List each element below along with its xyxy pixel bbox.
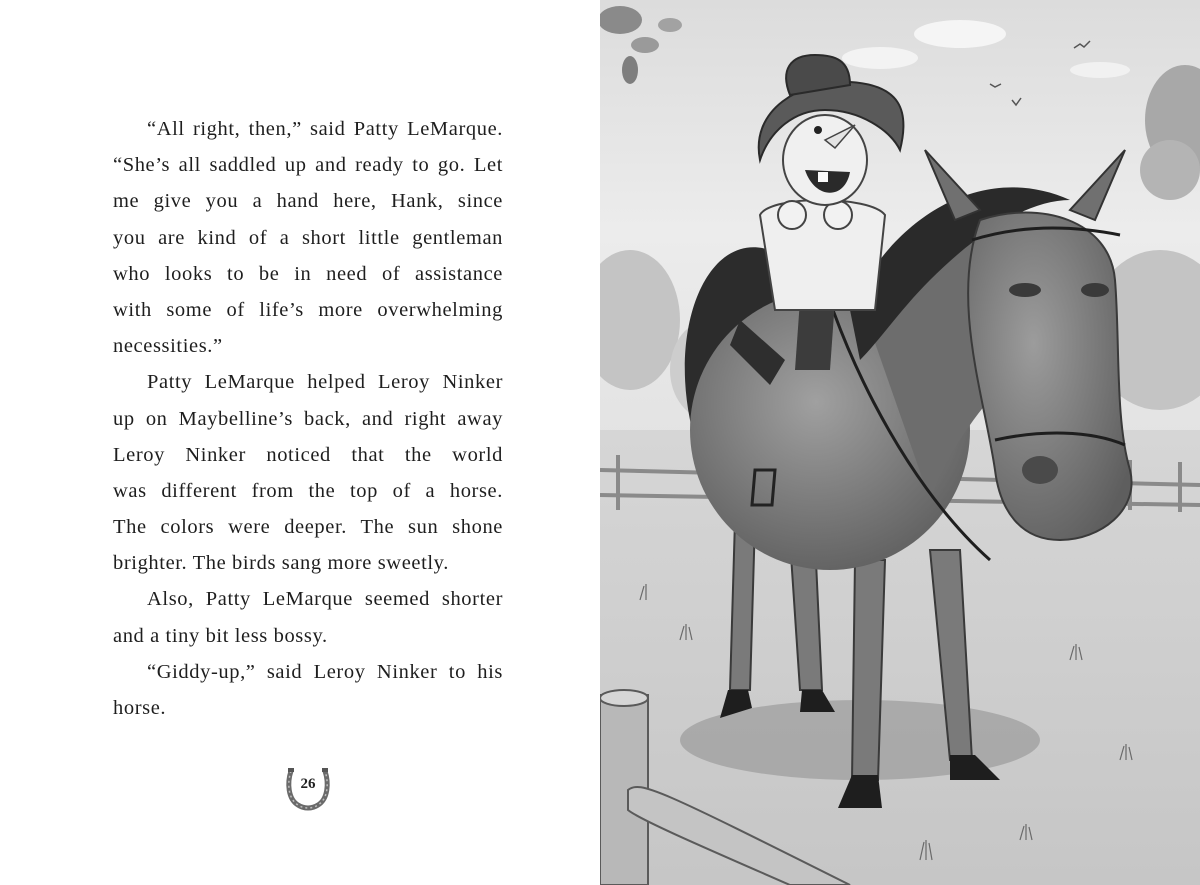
text-line: Leroy Ninker noticed that the world xyxy=(113,443,503,466)
cowboy-on-horse-image xyxy=(600,0,1200,885)
illustration xyxy=(600,0,1200,885)
text-line: and a tiny bit less bossy. xyxy=(113,624,328,647)
story-text xyxy=(113,111,503,726)
page-number xyxy=(284,765,332,811)
page-number-label: 26 xyxy=(300,776,316,792)
text-line: me give you a hand here, Hank, since xyxy=(113,190,503,213)
text-line: who looks to be in need of assistance xyxy=(113,262,503,285)
text-line: was different from the top of a horse. xyxy=(113,479,503,502)
horse-eye xyxy=(1081,283,1109,297)
text-line: necessities.” xyxy=(113,335,223,358)
text-line: up on Maybelline’s back, and right away xyxy=(113,407,503,430)
text-line: “Giddy-up,” said Leroy Ninker to his xyxy=(147,660,503,683)
text-line: “She’s all saddled up and ready to go. Let xyxy=(113,154,503,177)
text-line: The colors were deeper. The sun shone xyxy=(113,516,503,539)
text-line: you are kind of a short little gentleman xyxy=(113,226,503,249)
horse-eye xyxy=(1009,283,1041,297)
text-line: brighter. The birds sang more sweetly. xyxy=(113,552,449,575)
text-line: horse. xyxy=(113,697,167,719)
text-line: Also, Patty LeMarque seemed shorter xyxy=(147,588,503,611)
text-line: Patty LeMarque helped Leroy Ninker xyxy=(147,371,503,394)
text-line: “All right, then,” said Patty LeMarque. xyxy=(147,118,503,140)
text-line: with some of life’s more overwhelming xyxy=(113,298,503,321)
